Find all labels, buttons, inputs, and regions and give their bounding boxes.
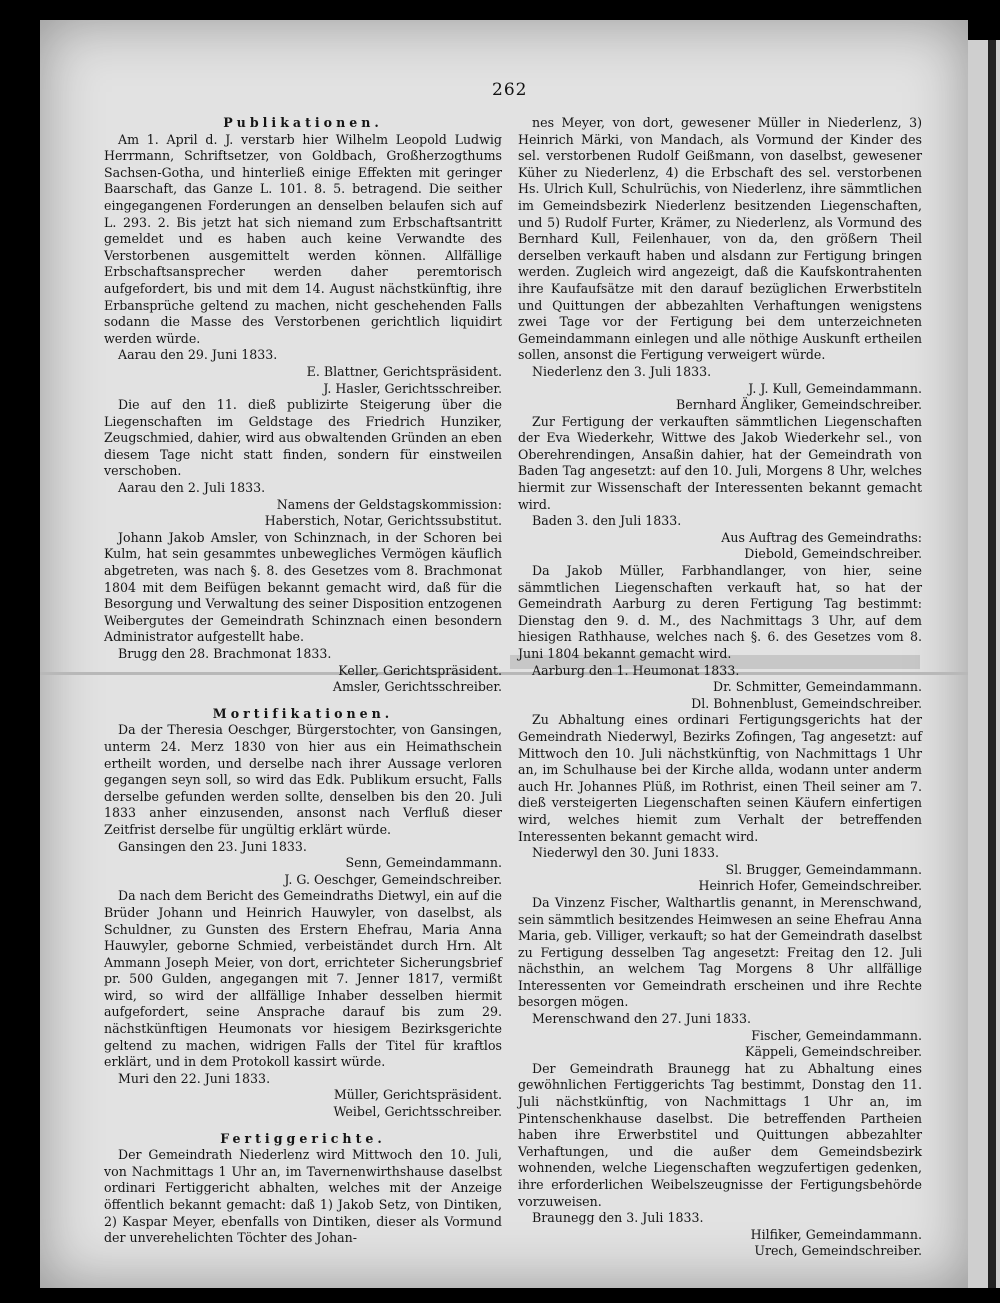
notice-paragraph: Zu Abhaltung eines ordinari Fertigungsgerichts hat der Gemeindrath Niederwyl, Bezirks Zofingen, Tag angesetzt: auf Mittwoch den 10. Juli nächstkünftig, von Nachmittags 1 Uhr an, im Schulhause bei der Kirche allda, wodann unter anderm auch Hr. Johannes Plüß, im Rothrist, einen Theil seiner am 7. dieß versteigerten Liegenschaften seinen Käufern einfertigen wird, welches hiemit zum Verhalt der betreffenden Interessenten bekannt gemacht wird. bbox=[518, 712, 922, 844]
signature-line: Urech, Gemeindschreiber. bbox=[754, 1243, 922, 1259]
signature-line: Käppeli, Gemeindschreiber. bbox=[745, 1044, 922, 1060]
dateline: Baden 3. den Juli 1833. bbox=[532, 513, 682, 529]
signature-line: Hilfiker, Gemeindammann. bbox=[750, 1226, 922, 1242]
notice-paragraph: Da der Theresia Oeschger, Bürgerstochter, von Gansingen, unterm 24. Merz 1830 von hier aus ein Heimathschein ertheilt worden, und derselbe nach ihrer Aussage verloren gegangen seyn soll, so wird das Edk. Publikum ersucht, Falls derselbe gefunden werden sollte, denselben bis den 20. Juli 1833 anher einzusenden, ansonst nach Verfluß dieser Zeitfrist derselbe für ungültig erklärt würde. bbox=[104, 722, 502, 837]
dateline: Merenschwand den 27. Juni 1833. bbox=[532, 1011, 752, 1027]
signature-line: Heinrich Hofer, Gemeindschreiber. bbox=[698, 878, 922, 894]
notice-paragraph: Die auf den 11. dieß publizirte Steigerung über die Liegenschaften im Geldstage des Friedrich Hunziker, Zeugschmied, dahier, wird aus obwaltenden Gründen an eben diesem Tage nicht statt finden, sondern für einstweilen verschoben. bbox=[104, 397, 502, 479]
right-column bbox=[518, 115, 922, 1260]
notice-paragraph: Am 1. April d. J. verstarb hier Wilhelm Leopold Ludwig Herrmann, Schriftsetzer, von Goldbach, Großherzogthums Sachsen-Gotha, und hinterließ einige Effekten mit geringer Baarschaft, das Ganze L. 101. 8. 5. betragend. Die seither eingegangenen Forderungen an denselben belaufen sich auf L. 293. 2. Bis jetzt hat sich niemand zum Erbschaftsantritt gemeldet und es haben auch keine Verwandte des Verstorbenen ausgemittelt werden können. Allfällige Erbschaftsansprecher werden daher peremtorisch aufgefordert, bis und mit dem 14. August nächstkünftig, ihre Erbansprüche geltend zu machen, nicht geschehenden Falls sodann die Masse des Verstorbenen gerichtlich liquidirt werden würde. bbox=[104, 131, 502, 346]
dateline: Brugg den 28. Brachmonat 1833. bbox=[118, 646, 332, 661]
dateline: Niederlenz den 3. Juli 1833. bbox=[532, 363, 712, 379]
signature-line: Haberstich, Notar, Gerichtssubstitut. bbox=[264, 513, 502, 529]
dateline: Aarau den 2. Juli 1833. bbox=[118, 480, 266, 496]
notice-paragraph: Der Gemeindrath Niederlenz wird Mittwoch den 10. Juli, von Nachmittags 1 Uhr an, im Tavernenwirthshause daselbst ordinari Fertiggericht abhalten, welches mit der Anzeige öffentlich bekannt gemacht: daß 1) Jakob Setz, von Dintiken, 2) Kaspar Meyer, ebenfalls von Dintiken, dieser als Vormund der unverehelichten Töchter des Johan- bbox=[104, 1147, 502, 1246]
signature-line: Amsler, Gerichtsschreiber. bbox=[332, 679, 502, 695]
dateline: Aarau den 29. Juni 1833. bbox=[118, 347, 278, 363]
section-heading: Mortifikationen. bbox=[212, 705, 394, 721]
signature-line: Sl. Brugger, Gemeindammann. bbox=[725, 861, 922, 877]
dateline: Muri den 22. Juni 1833. bbox=[118, 1070, 271, 1086]
signature-line: J. Hasler, Gerichtsschreiber. bbox=[323, 380, 502, 396]
left-column bbox=[104, 115, 502, 1247]
notice-paragraph: Der Gemeindrath Braunegg hat zu Abhaltung eines gewöhnlichen Fertiggerichts Tag bestimmt, Donstag den 11. Juli nächstkünftig, von Nachmittags 1 Uhr an, im Pintenschenkhause daselbst. Die betreffenden Partheien haben ihre Erwerbstitel und Quittungen abbezahlter Verhaftungen, und die außer dem Gemeindsbezirk wohnenden, welche Liegenschaften wegzufertigen gedenken, ihre erforderlichen Weibelszeugnisse der Fertigungsbehörde vorzuweisen. bbox=[518, 1060, 922, 1209]
adjacent-page-edge bbox=[968, 40, 1000, 1288]
notice-paragraph: Da Vinzenz Fischer, Walthartlis genannt, in Merenschwand, sein sämmtlich besitzendes Heimwesen an seine Ehefrau Anna Maria, geb. Villiger, verkauft; so hat der Gemeindrath daselbst zu Fertigung desselben Tag angesetzt: Freitag den 12. Juli nächsthin, an welchem Tag Morgens 8 Uhr allfällige Interessenten vor Gemeindrath erscheinen und ihre Rechte besorgen mögen. bbox=[518, 894, 922, 1010]
signature-line: Müller, Gerichtspräsident. bbox=[333, 1087, 502, 1103]
signature-line: Weibel, Gerichtsschreiber. bbox=[333, 1104, 502, 1120]
dateline: Gansingen den 23. Juni 1833. bbox=[118, 838, 307, 854]
signature-line: Senn, Gemeindammann. bbox=[345, 855, 502, 871]
notice-paragraph: Johann Jakob Amsler, von Schinznach, in der Schoren bei Kulm, hat sein gesammtes unbewegliches Vermögen käuflich abgetreten, was nach §. 8. des Gesetzes vom 8. Brachmonat 1804 mit dem Beifügen bekannt gemacht wird, daß für die Besorgung und Verwaltung des seiner Disposition entzogenen Weibergutes der Gemeindrath Schinznach einen besondern Administrator aufgestellt habe. bbox=[104, 529, 502, 645]
signature-line: Diebold, Gemeindschreiber. bbox=[744, 546, 922, 562]
signature-line: J. G. Oeschger, Gemeindschreiber. bbox=[284, 871, 502, 887]
dateline: Braunegg den 3. Juli 1833. bbox=[532, 1210, 704, 1226]
signature-line: Aus Auftrag des Gemeindraths: bbox=[721, 529, 922, 545]
signature-line: Dl. Bohnenblust, Gemeindschreiber. bbox=[691, 695, 922, 711]
dateline: Aarburg den 1. Heumonat 1833. bbox=[532, 662, 740, 678]
notice-paragraph: Da Jakob Müller, Farbhandlanger, von hier, seine sämmtlichen Liegenschaften verkauft hat, so hat der Gemeindrath Aarburg zu deren Fertigung Tag bestimmt: Dienstag den 9. d. M., des Nachmittags 3 Uhr, auf dem hiesigen Rathhause, welches nach §. 6. des Gesetzes vom 8. Juni 1804 bekannt gemacht wird. bbox=[518, 563, 922, 661]
notice-paragraph: Zur Fertigung der verkauften sämmtlichen Liegenschaften der Eva Wiederkehr, Wittwe des Jakob Wiederkehr sel., von Oberehrendingen, Ansaßin dahier, hat der Gemeindrath von Baden Tag angesetzt: auf den 10. Juli, Morgens 8 Uhr, welches hiermit zur Wissenschaft der Interessenten bekannt gemacht wird. bbox=[518, 413, 922, 512]
section-heading: Publikationen. bbox=[223, 115, 383, 130]
page-number: 262 bbox=[492, 80, 528, 100]
signature-line: E. Blattner, Gerichtspräsident. bbox=[306, 363, 502, 379]
dateline: Niederwyl den 30. Juni 1833. bbox=[532, 845, 719, 861]
signature-line: Dr. Schmitter, Gemeindammann. bbox=[713, 679, 922, 695]
signature-line: Bernhard Ängliker, Gemeindschreiber. bbox=[676, 397, 922, 413]
notice-paragraph: Da nach dem Bericht des Gemeindraths Dietwyl, ein auf die Brüder Johann und Heinrich Hauwyler, von daselbst, als Schuldner, zu Gunsten des Erstern Ehefrau, Maria Anna Hauwyler, geborne Schmied, verbeiständet durch Hrn. Alt Ammann Joseph Meier, von dort, errichteter Sicherungsbrief pr. 500 Gulden, angegangen mit 7. Jenner 1817, vermißt wird, so wird der allfällige Inhaber desselben hiermit aufgefordert, seine Ansprache darauf bis zum 29. nächstkünftigen Heumonats vor hiesigem Bezirksgerichte geltend zu machen, widrigen Falls der Titel für kraftlos erklärt, und in dem Protokoll kassirt würde. bbox=[104, 888, 502, 1070]
section-heading: Fertiggerichte. bbox=[220, 1130, 386, 1146]
signature-line: Fischer, Gemeindammann. bbox=[751, 1027, 922, 1043]
signature-line: Namens der Geldstagskommission: bbox=[276, 496, 502, 512]
signature-line: Keller, Gerichtspräsident. bbox=[338, 662, 502, 678]
signature-line: J. J. Kull, Gemeindammann. bbox=[748, 380, 922, 396]
notice-paragraph: nes Meyer, von dort, gewesener Müller in Niederlenz, 3) Heinrich Märki, von Mandach, als Vormund der Kinder des sel. verstorbenen Rudolf Geißmann, von daselbst, gewesener Küher zu Niederlenz, 4) die Erbschaft des sel. verstorbenen Hs. Ulrich Kull, Schulrüchis, von Niederlenz, ihre sämmtlichen im Gemeindsbezirk Niederlenz besitzenden Liegenschaften, und 5) Rudolf Furter, Krämer, zu Niederlenz, als Vormund des Bernhard Kull, Feilenhauer, von da, den größern Theil derselben verkauft haben und alsdann zur Fertigung bringen werden. Zugleich wird angezeigt, daß die Kaufskontrahenten ihre Kaufaufsätze mit den darauf bezüglichen Erwerbstiteln und Quittungen der abbezahlten Verhaftungen wenigstens zwei Tage vor der Fertigung bei dem unterzeichneten Gemeindammann einlegen und alle nöthige Auskunft ertheilen sollen, ansonst die Fertigung verweigert würde. bbox=[518, 115, 922, 363]
